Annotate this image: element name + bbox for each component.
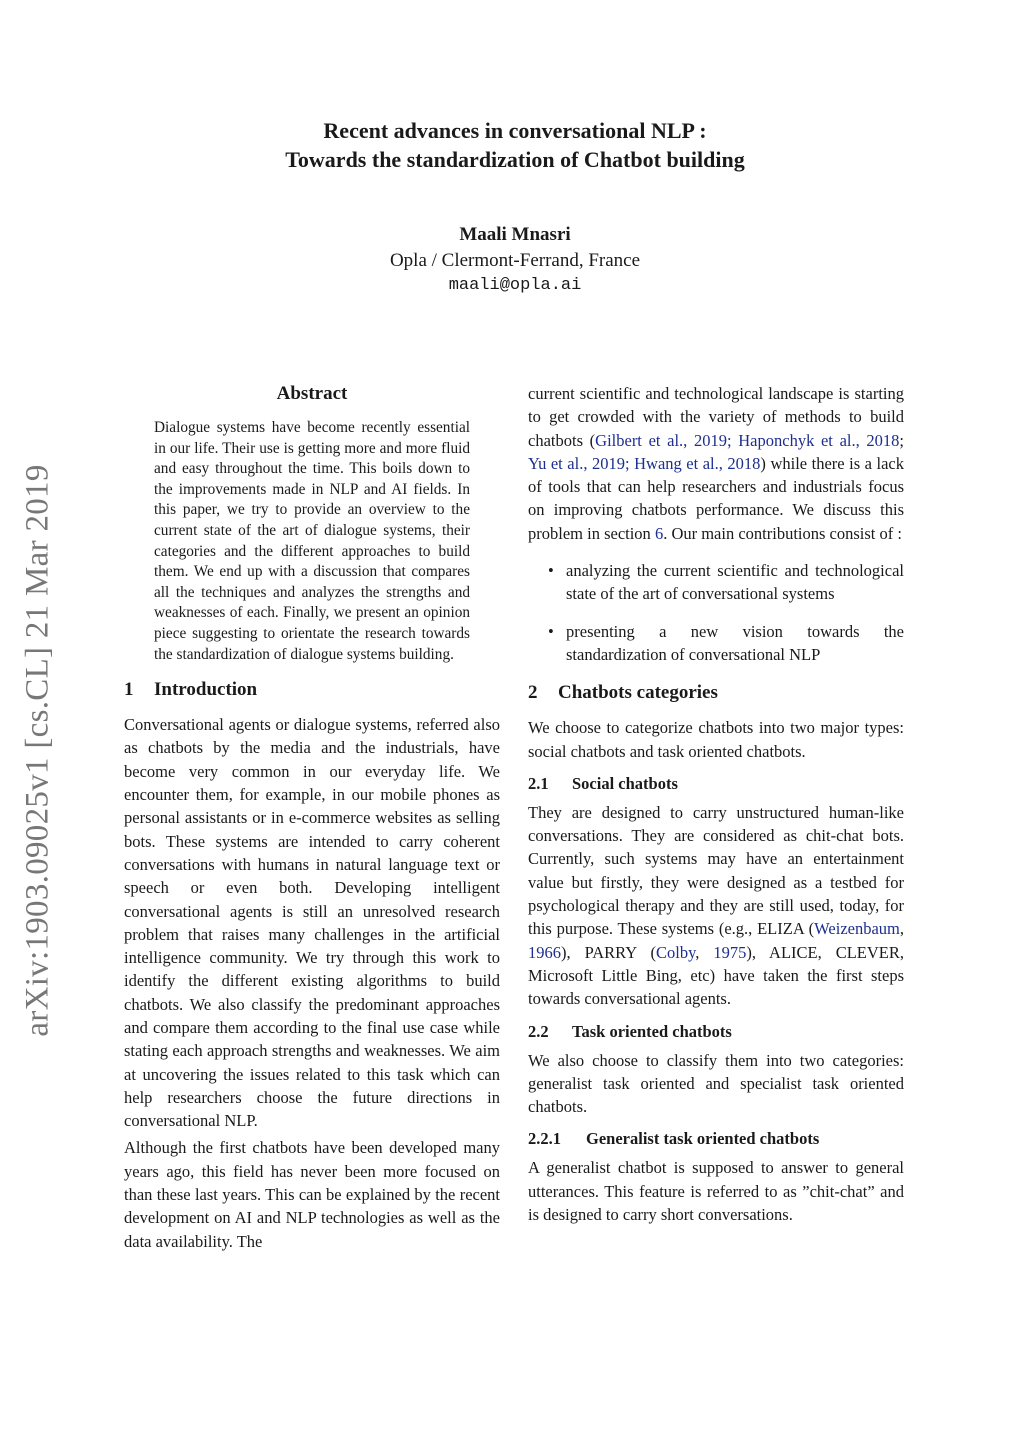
section-heading-chatbots-categories bbox=[528, 680, 904, 706]
citation-link[interactable]: Colby bbox=[656, 942, 696, 962]
citation-link[interactable]: 1975 bbox=[713, 942, 747, 962]
author-block bbox=[150, 222, 880, 298]
citation-link[interactable]: 1966 bbox=[528, 942, 561, 962]
categories-paragraph: We choose to categorize chatbots into two major types: social chatbots and task oriented chatbots. bbox=[528, 718, 904, 761]
section-reference-link[interactable]: 6 bbox=[654, 523, 664, 543]
paper-title bbox=[150, 116, 880, 174]
subsection-title: Social chatbots bbox=[572, 773, 678, 793]
citation-link[interactable]: Weizenbaum bbox=[814, 919, 900, 939]
subsubsection-title: Generalist task oriented chatbots bbox=[586, 1129, 820, 1149]
intro-paragraph-2: Although the first chatbots have been developed many years ago, this field has never been more focused on than these last years. This can be explained by the recent development on AI and NLP technologies as well as the data availability. The bbox=[124, 1138, 500, 1251]
section-number: 1 bbox=[124, 679, 134, 701]
left-column bbox=[124, 380, 500, 1257]
title-line-1: Recent advances in conversational NLP : bbox=[323, 118, 707, 143]
task-oriented-paragraph: We also choose to classify them into two categories: generalist task oriented and specialist task oriented chatbots. bbox=[528, 1050, 904, 1117]
intro-paragraph-3: current scientific and technological landscape is starting to get crowded with the variety of methods to build chatbots (Gilbert et al., 2019; Haponchyk et al., 2018; Yu et al., 2019; Hwang et al., 2018) while there is a lack of tools that can help researchers and industrials focus on improving chatbots performance. We discuss this problem in section 6. Our main contributions consist of : bbox=[528, 384, 904, 543]
list-item: • analyzing the current scientific and technological state of the art of conversational systems bbox=[548, 561, 904, 604]
citation-link[interactable]: Yu et al., 2019 bbox=[528, 453, 625, 473]
bullet-icon: • bbox=[548, 621, 554, 641]
author-email: maali@opla.ai bbox=[448, 276, 582, 295]
citation-link[interactable]: Hwang et al., 2018 bbox=[634, 453, 761, 473]
generalist-paragraph: A generalist chatbot is supposed to answer to general utterances. This feature is referred to as ”chit-chat” and is designed to carry short conversations. bbox=[528, 1158, 904, 1225]
intro-paragraph-1: Conversational agents or dialogue systems, referred also as chatbots by the media and the industrials, have become very common in our everyday life. We encounter them, for example, in our mobile phones as personal assistants or in e-commerce websites as selling bots. These systems are intended to carry coherent conversations with humans in natural language text or speech or even both. Developing intelligent conversational agents is still an unresolved research problem that raises many challenges in the artificial intelligence community. We try through this work to identify the different existing algorithms to build chatbots. We also classify the predominant approaches and compare them according to the final use case while stating each approach strengths and weaknesses. We aim at uncovering the issues related to this task which can help researchers choose the future directions in conversational NLP. bbox=[124, 715, 500, 1131]
list-item: • presenting a new vision towards the standardization of conversational NLP bbox=[548, 621, 904, 664]
title-line-2: Towards the standardization of Chatbot building bbox=[285, 147, 745, 172]
subsection-number: 2.2 bbox=[528, 1021, 549, 1041]
subsection-heading-social bbox=[528, 773, 904, 795]
arxiv-sidebar bbox=[16, 440, 60, 1060]
subsubsection-number: 2.2.1 bbox=[528, 1129, 561, 1149]
contributions-list bbox=[528, 559, 904, 666]
citation-link[interactable]: Haponchyk et al., 2018 bbox=[738, 430, 900, 450]
abstract-text: Dialogue systems have become recently essential in our life. Their use is getting more and more fluid and easy throughout the time. This boils down to the improvements made in NLP and AI fields. In this paper, we try to provide an overview to the current state of the art of dialogue systems, their categories and the different approaches to build them. We end up with a discussion that compares all the techniques and analyzes the strengths and weaknesses of each. Finally, we present an opinion piece suggesting to orientate the research towards the standardization of dialogue systems building. bbox=[154, 419, 470, 663]
section-heading-introduction bbox=[124, 677, 500, 703]
section-title: Introduction bbox=[154, 679, 258, 701]
subsection-heading-task-oriented bbox=[528, 1021, 904, 1043]
abstract-heading: Abstract bbox=[276, 383, 348, 404]
section-number: 2 bbox=[528, 682, 538, 704]
citation-link[interactable]: Gilbert et al., 2019 bbox=[595, 430, 727, 450]
arxiv-identifier: arXiv:1903.09025v1 [cs.CL] 21 Mar 2019 bbox=[19, 463, 56, 1037]
subsubsection-heading-generalist bbox=[528, 1128, 904, 1150]
subsection-title: Task oriented chatbots bbox=[572, 1021, 732, 1041]
author-name: Maali Mnasri bbox=[459, 224, 571, 245]
author-affiliation: Opla / Clermont-Ferrand, France bbox=[389, 250, 641, 271]
bullet-icon: • bbox=[548, 561, 554, 581]
subsection-number: 2.1 bbox=[528, 773, 549, 793]
section-title: Chatbots categories bbox=[558, 682, 718, 704]
right-column bbox=[528, 380, 904, 1230]
social-paragraph: They are designed to carry unstructured human-like conversations. They are considered as chit-chat bots. Currently, such systems may have an entertainment value but firstly, they were designed as a testbed for psychological therapy and they are still used, today, for this purpose. These systems (e.g., ELIZA (Weizenbaum, 1966), PARRY (Colby, 1975), ALICE, CLEVER, Microsoft Little Bing, etc) have taken the first steps towards conversational agents. bbox=[528, 802, 904, 1009]
